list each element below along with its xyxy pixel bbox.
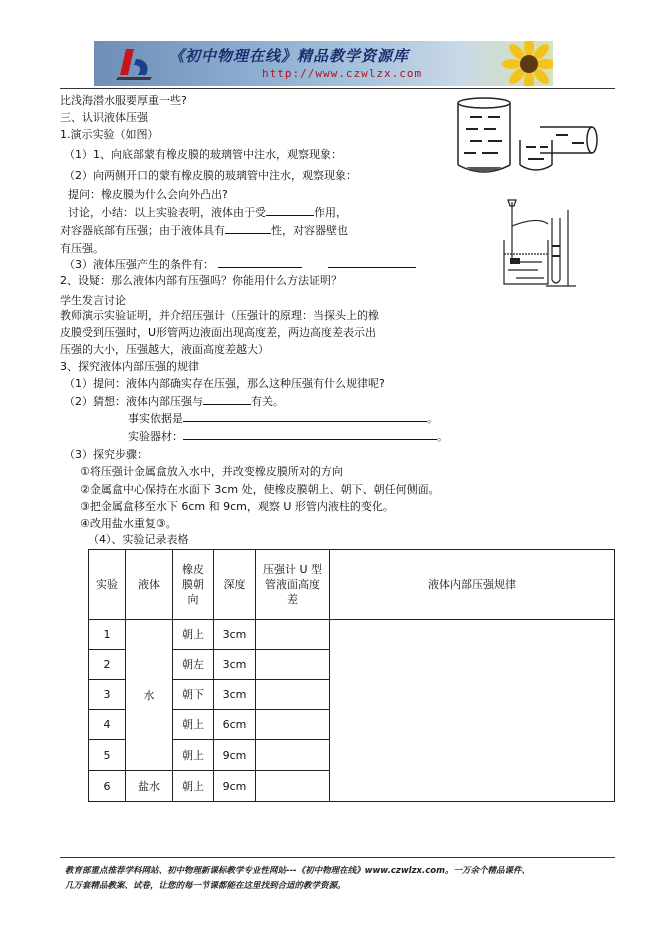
table-row xyxy=(89,620,615,650)
cell-no: 5 xyxy=(89,740,126,771)
cell-liquid-water: 水 xyxy=(126,620,173,771)
text-line-table-title: （4）、实验记录表格 xyxy=(88,533,189,546)
conditions-text: （3）液体压强产生的条件有： xyxy=(64,258,214,271)
text-line-conditions xyxy=(64,256,416,272)
header-membrane-direction xyxy=(173,550,214,620)
guess-text-b: 有关。 xyxy=(251,395,284,408)
cell-depth: 3cm xyxy=(214,620,256,650)
blank-equipment[interactable] xyxy=(183,428,437,440)
header-membrane-direction-text: 橡皮膜朝向 xyxy=(182,563,204,606)
sunflower-icon xyxy=(502,41,553,86)
cell-depth: 3cm xyxy=(214,680,256,710)
cell-height-difference[interactable] xyxy=(256,680,330,710)
cell-depth: 3cm xyxy=(214,650,256,680)
cell-direction: 朝上 xyxy=(173,620,214,650)
discussion-text-b: 作用， xyxy=(314,206,347,219)
text-line-teacher-2: 皮膜受到压强时，U形管两边液面出现高度差，两边高度差表示出 xyxy=(60,326,377,339)
blank-condition-1[interactable] xyxy=(218,256,302,268)
glass-tube-figure xyxy=(452,95,602,195)
experiment-record-table xyxy=(88,549,615,802)
footer-line-2: 几万套精品教案、试卷，让您的每一节课都能在这里找到合适的教学资源。 xyxy=(65,881,346,891)
text-line-1: 比浅海潜水服要厚重一些? xyxy=(60,94,187,107)
text-line-wall-pressure: 有压强。 xyxy=(60,242,104,255)
footer-rule xyxy=(60,857,615,858)
equipment-label: 实验器材： xyxy=(128,430,183,443)
blank-condition-2[interactable] xyxy=(328,256,416,268)
equipment-end: 。 xyxy=(437,430,448,443)
cell-height-difference[interactable] xyxy=(256,620,330,650)
cell-no: 1 xyxy=(89,620,126,650)
cell-height-difference[interactable] xyxy=(256,771,330,802)
text-line-demo: 1.演示实验（如图） xyxy=(60,128,159,141)
cell-depth: 9cm xyxy=(214,740,256,771)
footer-line-1: 教育部重点推荐学科网站、初中物理新课标教学专业性网站---《初中物理在线》www.czwlzx.com。一万余个精品课件、 xyxy=(65,866,530,876)
banner-title: 《初中物理在线》精品教学资源库 xyxy=(169,47,410,65)
cell-direction: 朝上 xyxy=(173,740,214,771)
header-liquid: 液体 xyxy=(126,550,173,620)
blank-evidence[interactable] xyxy=(183,410,427,422)
blank-fluidity[interactable] xyxy=(225,222,271,234)
cell-height-difference[interactable] xyxy=(256,710,330,740)
bottom-pressure-text-b: 性，对容器壁也 xyxy=(271,224,348,237)
cell-depth: 6cm xyxy=(214,710,256,740)
step-4: ④改用盐水重复③。 xyxy=(80,517,177,530)
text-line-teacher-1: 教师演示实验证明，并介绍压强计（压强计的原理：当探头上的橡 xyxy=(60,309,379,322)
cell-no: 3 xyxy=(89,680,126,710)
step-2: ②金属盒中心保持在水面下 3cm 处，使橡皮膜朝上、朝下、朝任何侧面。 xyxy=(80,483,440,496)
cell-height-difference[interactable] xyxy=(256,740,330,771)
cell-no: 4 xyxy=(89,710,126,740)
table-header-row xyxy=(89,550,615,620)
evidence-label: 事实依据是 xyxy=(128,412,183,425)
cell-height-difference[interactable] xyxy=(256,650,330,680)
text-line-equipment xyxy=(128,428,448,444)
text-line-ask: （1）提问：液体内部确实存在压强，那么这种压强有什么规律呢? xyxy=(64,377,385,390)
text-line-question: 提问：橡皮膜为什么会向外凸出? xyxy=(68,188,228,201)
text-line-demo-1: （1）1、向底部蒙有橡皮膜的玻璃管中注水，观察现象： xyxy=(64,148,342,161)
text-line-discussion xyxy=(68,204,347,220)
cell-no: 2 xyxy=(89,650,126,680)
discussion-text-a: 讨论，小结：以上实验表明，液体由于受 xyxy=(68,206,266,219)
header-height-difference xyxy=(256,550,330,620)
cell-depth: 9cm xyxy=(214,771,256,802)
text-line-bottom-pressure xyxy=(60,222,348,238)
step-1: ①将压强计金属盒放入水中，并改变橡皮膜所对的方向 xyxy=(80,465,343,478)
header-depth: 深度 xyxy=(214,550,256,620)
section-title-explore: 3、探究液体内部压强的规律 xyxy=(60,360,199,373)
text-line-steps: （3）探究步骤： xyxy=(64,448,148,461)
header-banner xyxy=(94,41,553,86)
header-rule xyxy=(60,88,615,89)
evidence-end: 。 xyxy=(427,412,438,425)
cell-direction: 朝左 xyxy=(173,650,214,680)
text-line-demo-2: （2）向两侧开口的蒙有橡皮膜的玻璃管中注水，观察现象： xyxy=(64,169,357,182)
cell-rule-answer[interactable] xyxy=(330,620,615,802)
text-line-evidence xyxy=(128,410,438,426)
text-line-teacher-3: 压强的大小，压强越大，液面高度差越大） xyxy=(60,343,269,356)
guess-text-a: （2）猜想：液体内部压强与 xyxy=(64,395,203,408)
cell-liquid-salt: 盐水 xyxy=(126,771,173,802)
step-3: ③把金属盒移至水下 6cm 和 9cm，观察 U 形管内液柱的变化。 xyxy=(80,500,394,513)
cell-no: 6 xyxy=(89,771,126,802)
blank-guess[interactable] xyxy=(203,393,251,405)
header-rule: 液体内部压强规律 xyxy=(330,550,615,620)
text-line-hypothesis: 2、设疑：那么液体内部有压强吗？你能用什么方法证明？ xyxy=(60,274,342,287)
banner-url[interactable]: http://www.czwlzx.com xyxy=(262,67,423,80)
cell-direction: 朝上 xyxy=(173,710,214,740)
logo-icon xyxy=(116,45,156,83)
header-height-difference-text: 压强计 U 型管液面高度差 xyxy=(262,563,323,606)
cell-direction: 朝下 xyxy=(173,680,214,710)
cell-direction: 朝上 xyxy=(173,771,214,802)
text-line-guess xyxy=(64,393,284,409)
text-line-students: 学生发言讨论 xyxy=(60,294,126,307)
bottom-pressure-text-a: 对容器底部有压强；由于液体具有 xyxy=(60,224,225,237)
blank-force[interactable] xyxy=(266,204,314,216)
section-title-liquid-pressure: 三、认识液体压强 xyxy=(60,111,148,124)
pressure-gauge-figure xyxy=(498,196,588,290)
header-experiment: 实验 xyxy=(89,550,126,620)
